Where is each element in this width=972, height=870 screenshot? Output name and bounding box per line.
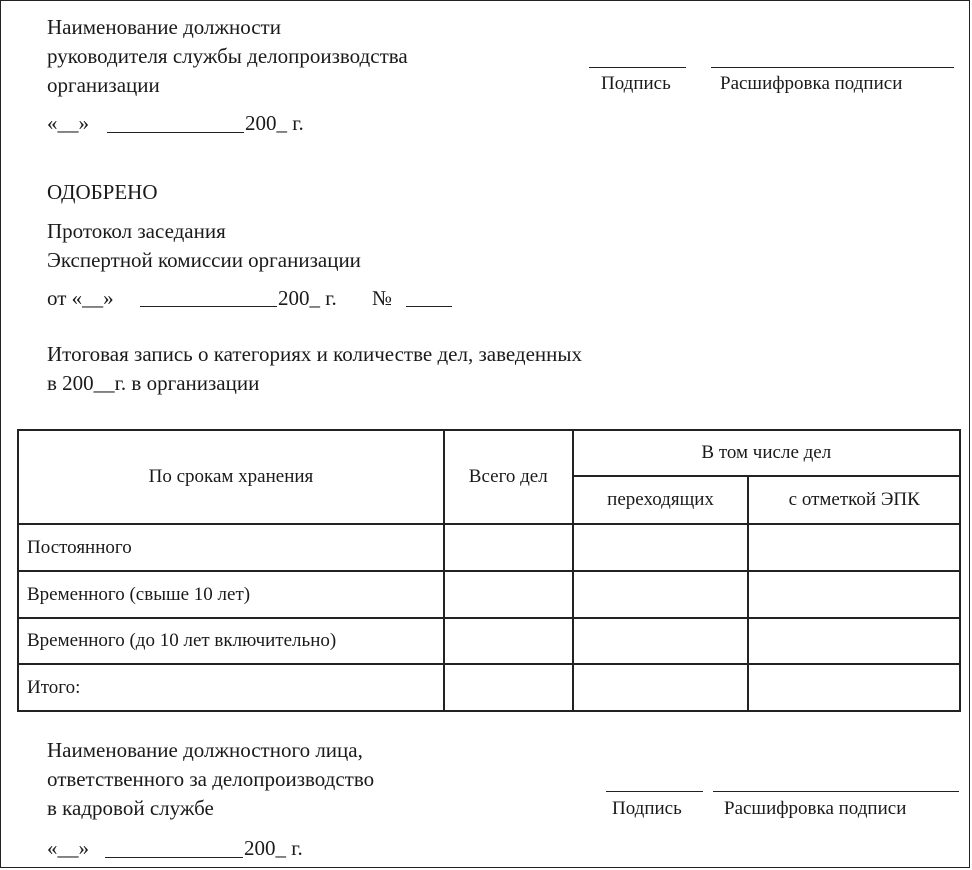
top-decoding-label: Расшифровка подписи <box>720 73 903 94</box>
header-by-storage: По срокам хранения <box>18 430 444 524</box>
bottom-decoding-label: Расшифровка подписи <box>724 798 907 819</box>
row-label-temporary-up-to-10: Временного (до 10 лет включительно) <box>18 618 444 664</box>
top-signature-label: Подпись <box>601 73 671 94</box>
top-date-suffix: 200_ г. <box>245 111 304 135</box>
bottom-signature-label: Подпись <box>612 798 682 819</box>
bottom-signature-line <box>606 791 703 792</box>
top-position-line-1: Наименование должности <box>47 15 281 39</box>
protocol-date-line <box>140 306 277 307</box>
cell-epk <box>748 618 960 664</box>
bottom-date-line <box>105 857 243 858</box>
bottom-date-suffix: 200_ г. <box>244 836 303 860</box>
summary-title-line-1: Итоговая запись о категориях и количестве дел, заведенных <box>47 342 582 366</box>
top-position-title <box>47 13 408 100</box>
table-row <box>18 618 960 664</box>
top-signature-line <box>589 67 686 68</box>
row-label-permanent: Постоянного <box>18 524 444 571</box>
top-date-prefix: «__» <box>47 111 89 135</box>
cell-epk <box>748 664 960 711</box>
bottom-decoding-line <box>713 791 959 792</box>
cell-total <box>444 571 573 618</box>
cell-total <box>444 618 573 664</box>
protocol-date-year: 200_ г. <box>278 286 337 310</box>
cell-carried-over <box>573 664 749 711</box>
protocol-number-line <box>406 306 452 307</box>
cell-epk <box>748 524 960 571</box>
bottom-position-line-2: ответственного за делопроизводство <box>47 767 375 791</box>
summary-title-line-2: в 200__г. в организации <box>47 371 260 395</box>
header-total-cases: Всего дел <box>444 430 573 524</box>
header-epk-mark: с отметкой ЭПК <box>748 476 960 524</box>
table-row <box>18 524 960 571</box>
bottom-position-line-1: Наименование должностного лица, <box>47 738 363 762</box>
cell-total <box>444 664 573 711</box>
approved-heading: ОДОБРЕНО <box>47 180 158 204</box>
cell-carried-over <box>573 524 749 571</box>
cell-carried-over <box>573 571 749 618</box>
top-position-line-3: организации <box>47 73 160 97</box>
protocol-line-2: Экспертной комиссии организации <box>47 248 361 272</box>
cell-total <box>444 524 573 571</box>
top-date-line <box>107 132 244 133</box>
protocol-date-prefix: от «__» <box>47 286 114 310</box>
bottom-position-line-3: в кадровой службе <box>47 796 214 820</box>
row-label-temporary-over-10: Временного (свыше 10 лет) <box>18 571 444 618</box>
row-label-total: Итого: <box>18 664 444 711</box>
table-row <box>18 664 960 711</box>
bottom-position-title <box>47 736 374 823</box>
protocol-number-label: № <box>372 286 393 310</box>
top-position-line-2: руководителя службы делопроизводства <box>47 44 408 68</box>
header-carried-over: переходящих <box>573 476 749 524</box>
header-including: В том числе дел <box>573 430 960 476</box>
table-row <box>18 571 960 618</box>
bottom-date-prefix: «__» <box>47 836 89 860</box>
protocol-line-1: Протокол заседания <box>47 219 226 243</box>
cell-epk <box>748 571 960 618</box>
top-decoding-line <box>711 67 954 68</box>
cell-carried-over <box>573 618 749 664</box>
summary-table <box>17 429 961 712</box>
